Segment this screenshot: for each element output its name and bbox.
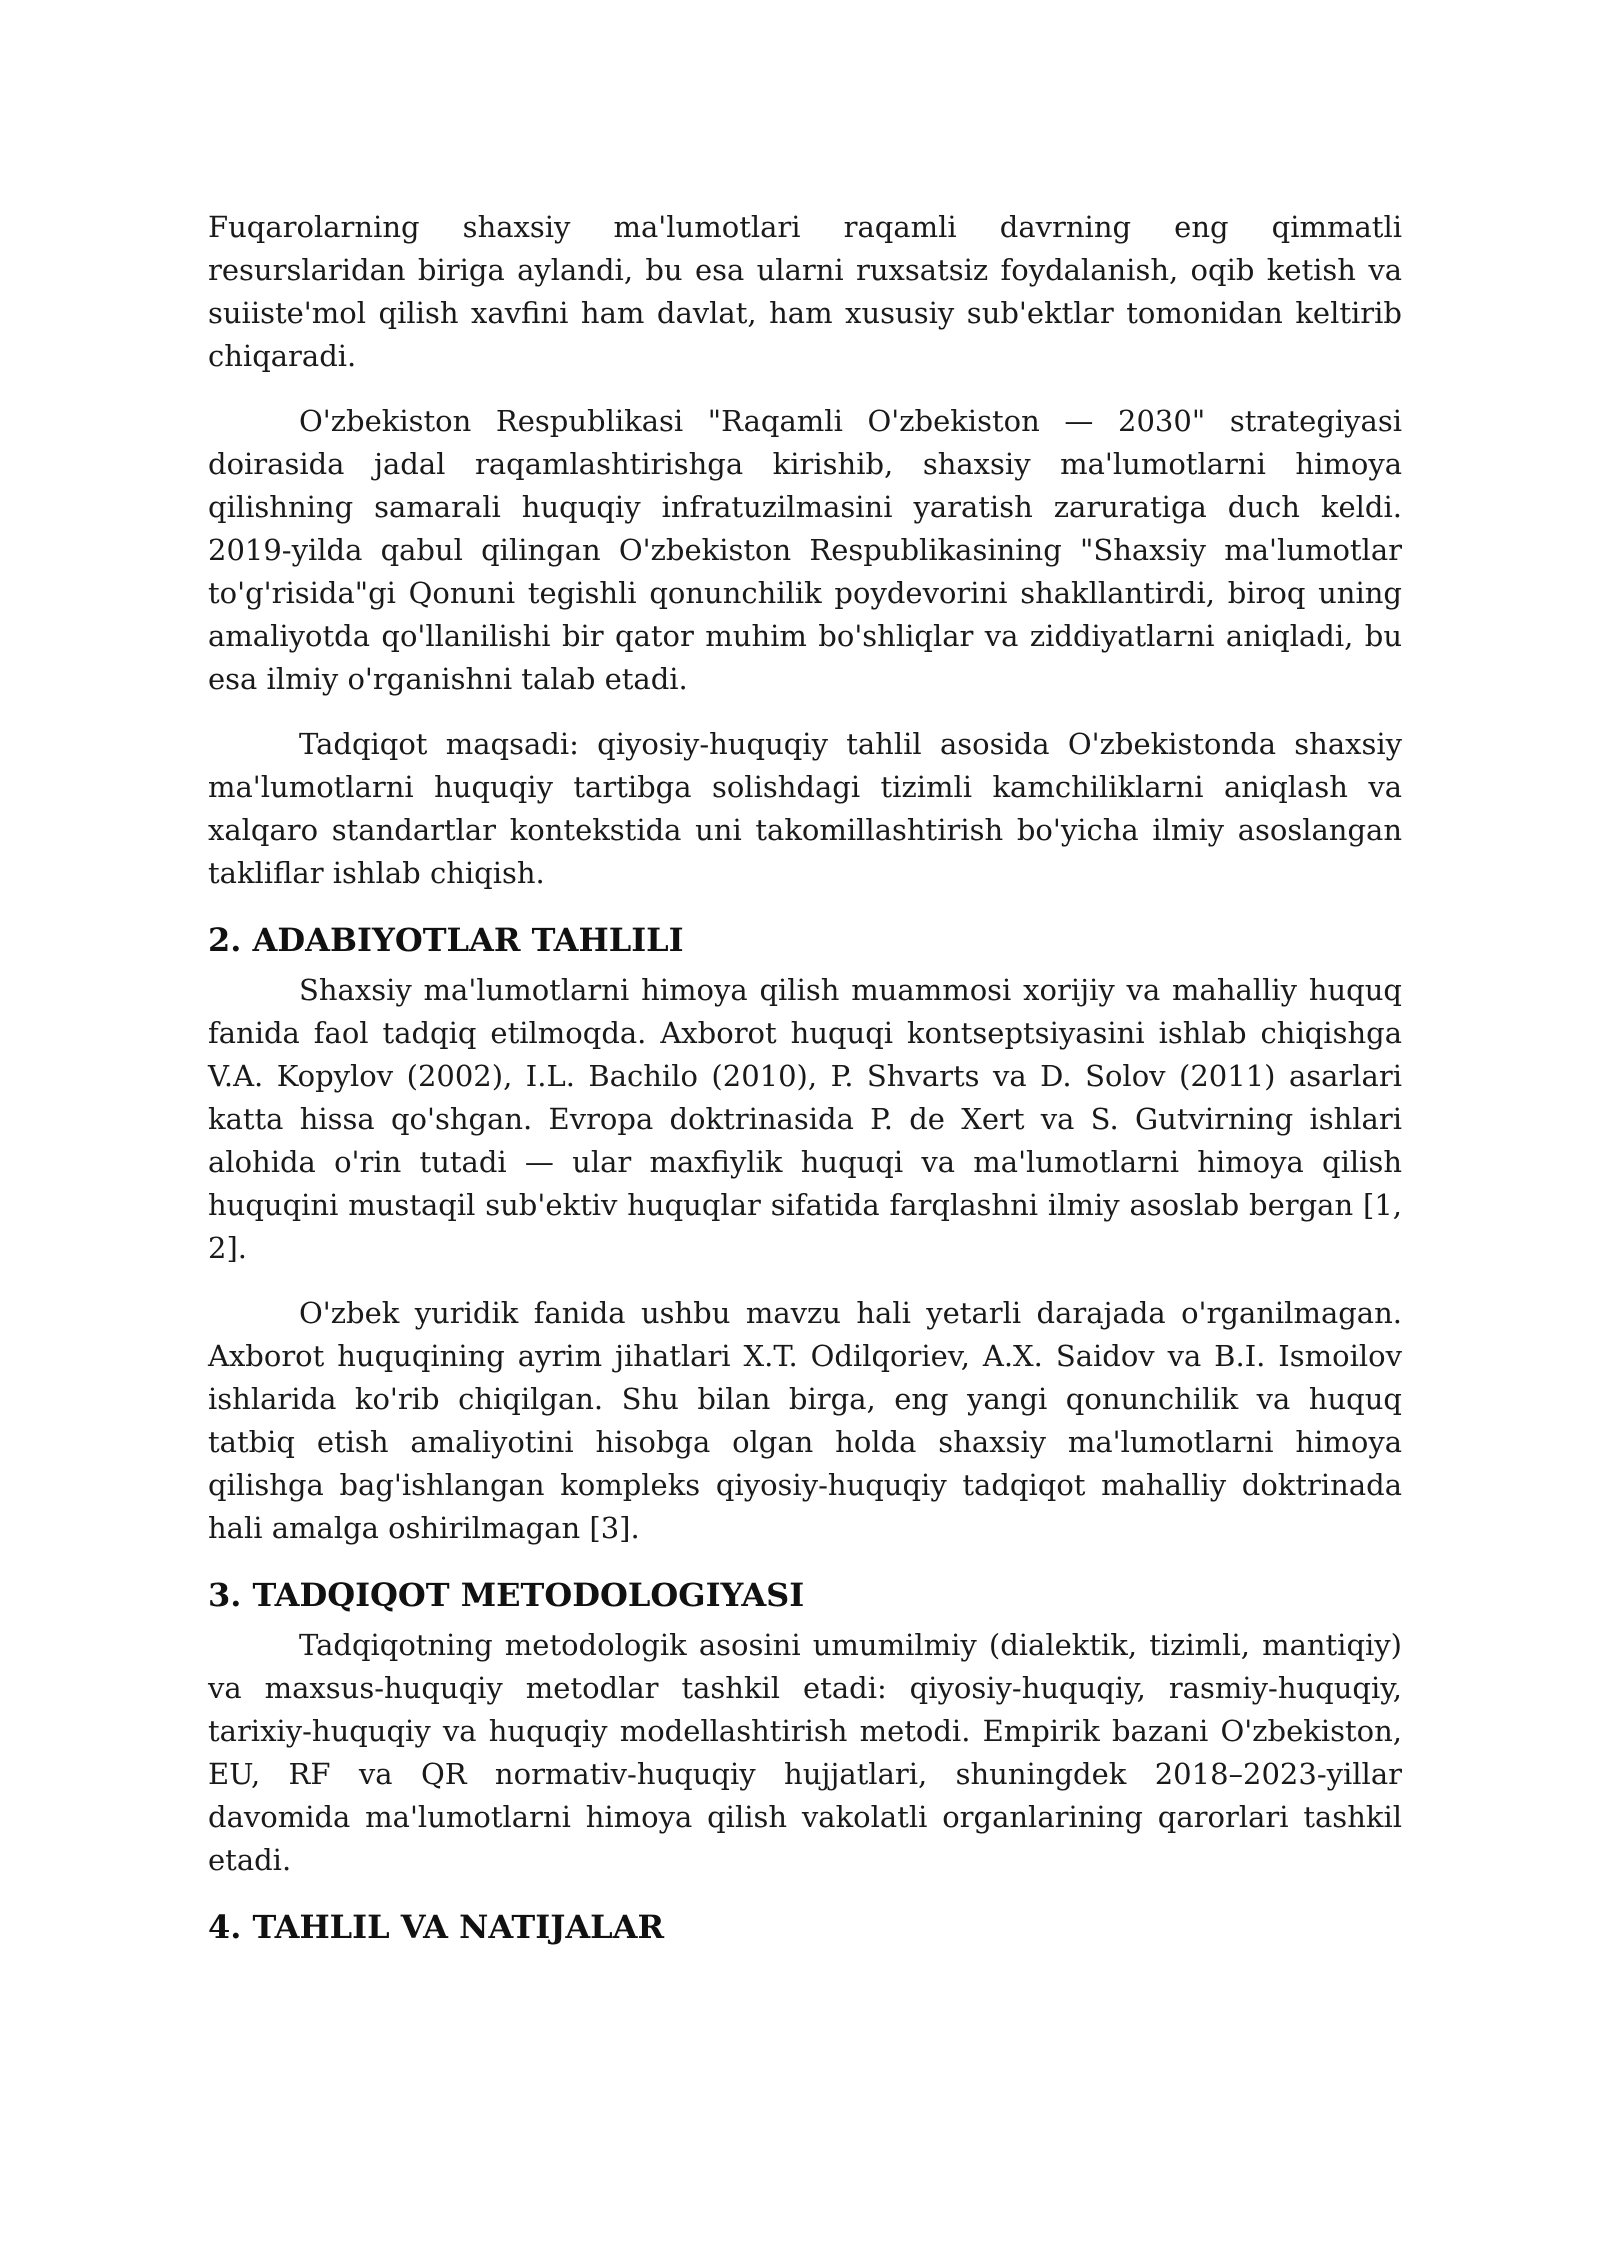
section-heading-literature: 2. ADABIYOTLAR TAHLILI (208, 921, 684, 959)
section-heading-analysis: 4. TAHLIL VA NATIJALAR (208, 1908, 665, 1946)
research-goal-paragraph: Tadqiqot maqsadi: qiyosiy-huquqiy tahlil asosida O'zbekistonda shaxsiy ma'lumotlarni huquqiy tartibga solishdagi tizimli kamchiliklarni aniqlash va xalqaro standartlar kontekstida uni takomillashtirish bo'yicha ilmiy asoslangan takliflar ishlab chiqish. (208, 727, 1402, 890)
literature-paragraph-local: O'zbek yuridik fanida ushbu mavzu hali yetarli darajada o'rganilmagan. Axborot huquqining ayrim jihatlari X.T. Odilqoriev, A.X. Saidov va B.I. Ismoilov ishlarida ko'rib chiqilgan. Shu bilan birga, eng yangi qonunchilik va huquq tatbiq etish amaliyotini hisobga olgan holda shaxsiy ma'lumotlarni himoya qilishga bag'ishlangan kompleks qiyosiy-huquqiy tadqiqot mahalliy doktrinada hali amalga oshirilmagan [3]. (208, 1296, 1402, 1545)
section-heading-methodology: 3. TADQIQOT METODOLOGIYASI (208, 1576, 805, 1614)
intro-paragraph-continuation: Fuqarolarning shaxsiy ma'lumotlari raqamli davrning eng qimmatli resurslaridan biriga aylandi, bu esa ularni ruxsatsiz foydalanish, oqib ketish va suiiste'mol qilish xavfini ham davlat, ham xususiy sub'ektlar tomonidan keltirib chiqaradi. (208, 210, 1402, 373)
intro-paragraph-strategy: O'zbekiston Respublikasi "Raqamli O'zbekiston — 2030" strategiyasi doirasida jadal raqamlashtirishga kirishib, shaxsiy ma'lumotlarni himoya qilishning samarali huquqiy infratuzilmasini yaratish zaruratiga duch keldi. 2019-yilda qabul qilingan O'zbekiston Respublikasining "Shaxsiy ma'lumotlar to'g'risida"gi Qonuni tegishli qonunchilik poydevorini shakllantirdi, biroq uning amaliyotda qo'llanilishi bir qator muhim bo'shliqlar va ziddiyatlarni aniqladi, bu esa ilmiy o'rganishni talab etadi. (208, 404, 1402, 696)
document-page (208, 206, 1402, 1956)
methodology-paragraph: Tadqiqotning metodologik asosini umumilmiy (dialektik, tizimli, mantiqiy) va maxsus-huquqiy metodlar tashkil etadi: qiyosiy-huquqiy, rasmiy-huquqiy, tarixiy-huquqiy va huquqiy modellashtirish metodi. Empirik bazani O'zbekiston, EU, RF va QR normativ-huquqiy hujjatlari, shuningdek 2018–2023-yillar davomida ma'lumotlarni himoya qilish vakolatli organlarining qarorlari tashkil etadi. (208, 1628, 1402, 1877)
literature-paragraph-foreign: Shaxsiy ma'lumotlarni himoya qilish muammosi xorijiy va mahalliy huquq fanida faol tadqiq etilmoqda. Axborot huquqi kontseptsiyasini ishlab chiqishga V.A. Kopylov (2002), I.L. Bachilo (2010), P. Shvarts va D. Solov (2011) asarlari katta hissa qo'shgan. Evropa doktrinasida P. de Xert va S. Gutvirning ishlari alohida o'rin tutadi — ular maxfiylik huquqi va ma'lumotlarni himoya qilish huquqini mustaqil sub'ektiv huquqlar sifatida farqlashni ilmiy asoslab bergan [1, 2]. (208, 973, 1402, 1265)
